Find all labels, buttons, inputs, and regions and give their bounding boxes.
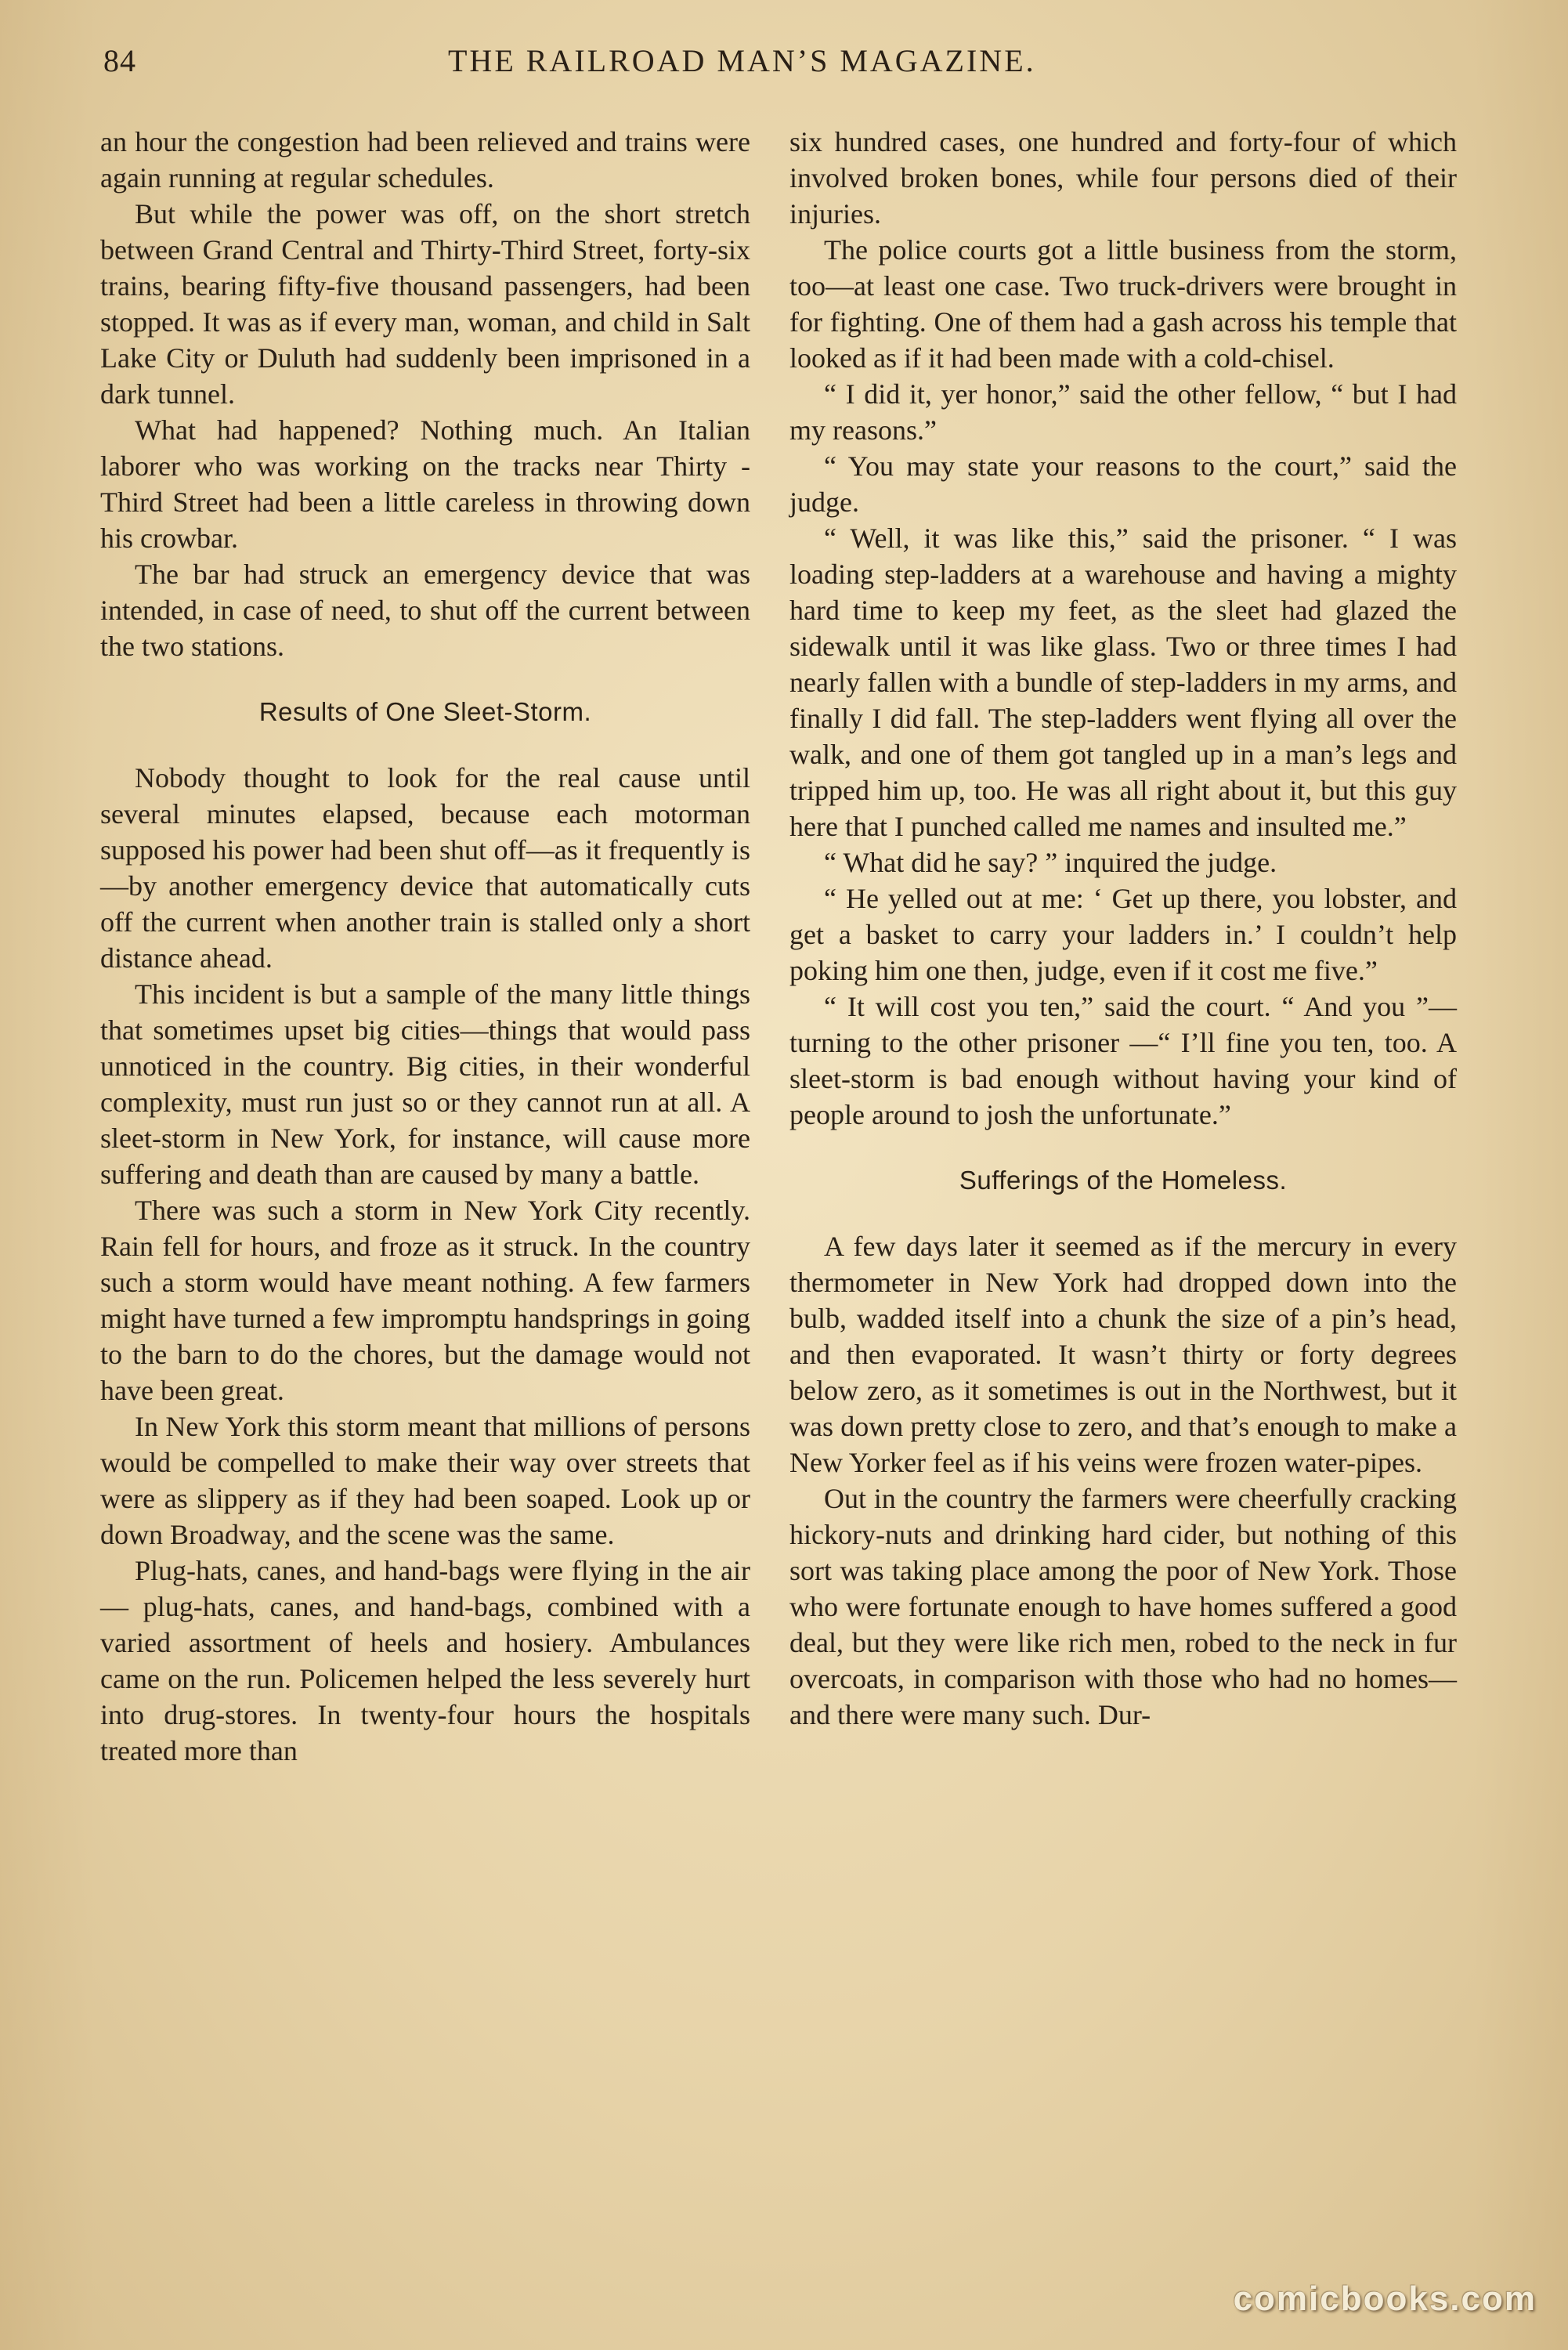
paragraph: “ It will cost you ten,” said the court. “ And you ”—turning to the other prisoner —“ I’ll fine you ten, too. A sleet-storm is bad enough without having your kind of people around to josh the unfortunate.” bbox=[789, 991, 1457, 1130]
paragraph: A few days later it seemed as if the mercury in every thermometer in New York had dropped down into the bulb, wadded itself into a chunk the size of a pin’s head, and then evaporated. It wasn’t thirty or forty degrees below zero, as it sometimes is out in the Northwest, but it was down pretty close to zero, and that’s enough to make a New Yorker feel as if his veins were frozen water-pipes. bbox=[789, 1231, 1457, 1478]
paragraph: an hour the congestion had been relieved and trains were again running at regular schedules. bbox=[100, 126, 750, 193]
paragraph: Out in the country the farmers were cheerfully cracking hickory-nuts and drinking hard cider, but nothing of this sort was taking place among the poor of New York. Those who were fortunate enough to have homes suffered a good deal, but they were like rich men, robed to the neck in fur overcoats, in comparison with those who had no homes—and there were many such. Dur- bbox=[789, 1483, 1457, 1730]
paragraph: “ You may state your reasons to the court,” said the judge. bbox=[789, 450, 1457, 518]
paragraph: There was such a storm in New York City recently. Rain fell for hours, and froze as it struck. In the country such a storm would have meant nothing. A few farmers might have turned a few impromptu handsprings in going to the barn to do the chores, but the damage would not have been great. bbox=[100, 1195, 750, 1406]
section-subhead: Sufferings of the Homeless. bbox=[959, 1166, 1288, 1195]
running-head: THE RAILROAD MAN’S MAGAZINE. bbox=[448, 43, 1036, 78]
paragraph: “ What did he say? ” inquired the judge. bbox=[824, 847, 1277, 878]
site-watermark: comicbooks.com bbox=[1233, 2280, 1537, 2318]
section-subhead: Results of One Sleet-Storm. bbox=[258, 697, 592, 726]
paragraph: “ He yelled out at me: ‘ Get up there, you lobster, and get a basket to carry your ladders in.’ I couldn’t help poking him one then, judge, even if it cost me five.” bbox=[789, 883, 1457, 986]
paragraph: Plug-hats, canes, and hand-bags were flying in the air — plug-hats, canes, and hand-bags, combined with a varied assortment of heels and hosiery. Ambulances came on the run. Policemen helped the less severely hurt into drug-stores. In twenty-four hours the hospitals treated more than bbox=[100, 1555, 750, 1766]
paragraph: What had happened? Nothing much. An Italian laborer who was working on the tracks near Thirty - Third Street had been a little careless in throwing down his crowbar. bbox=[100, 414, 750, 554]
paragraph: “ I did it, yer honor,” said the other fellow, “ but I had my reasons.” bbox=[789, 378, 1457, 446]
paragraph: This incident is but a sample of the many little things that sometimes upset big cities—things that would pass unnoticed in the country. Big cities, in their wonderful complexity, must run just so or they cannot run at all. A sleet-storm in New York, for instance, will cause more suffering and death than are caused by many a battle. bbox=[100, 978, 750, 1190]
paragraph: The bar had struck an emergency device that was intended, in case of need, to shut off the current between the two stations. bbox=[100, 559, 750, 662]
paragraph: The police courts got a little business from the storm, too—at least one case. Two truck-drivers were brought in for fighting. One of them had a gash across his temple that looked as if it had been made with a cold-chisel. bbox=[789, 234, 1457, 374]
paragraph: But while the power was off, on the short stretch between Grand Central and Thirty-Third Street, forty-six trains, bearing fifty-five thousand passengers, had been stopped. It was as if every man, woman, and child in Salt Lake City or Duluth had suddenly been imprisoned in a dark tunnel. bbox=[100, 198, 750, 410]
paragraph: “ Well, it was like this,” said the prisoner. “ I was loading step-ladders at a warehouse and having a mighty hard time to keep my feet, as the sleet had glazed the sidewalk until it was like glass. Two or three times I had nearly fallen with a bundle of step-ladders in my arms, and finally I did fall. The step-ladders went flying all over the walk, and one of them got tangled up in a man’s legs and tripped him up, too. He was all right about it, but this guy here that I punched called me names and insulted me.” bbox=[789, 522, 1457, 842]
page-header bbox=[0, 42, 1568, 92]
left-column bbox=[100, 124, 750, 1769]
right-column bbox=[789, 124, 1457, 1733]
page-number: 84 bbox=[103, 43, 136, 78]
paragraph: In New York this storm meant that millions of persons would be compelled to make their way over streets that were as slippery as if they had been soaped. Look up or down Broadway, and the scene was the same. bbox=[100, 1411, 750, 1550]
paragraph: Nobody thought to look for the real cause until several minutes elapsed, because each motorman supposed his power had been shut off—as it frequently is—by another emergency device that automatically cuts off the current when another train is stalled only a short distance ahead. bbox=[100, 762, 750, 974]
paragraph: six hundred cases, one hundred and forty-four of which involved broken bones, while four persons died of their injuries. bbox=[789, 126, 1457, 230]
